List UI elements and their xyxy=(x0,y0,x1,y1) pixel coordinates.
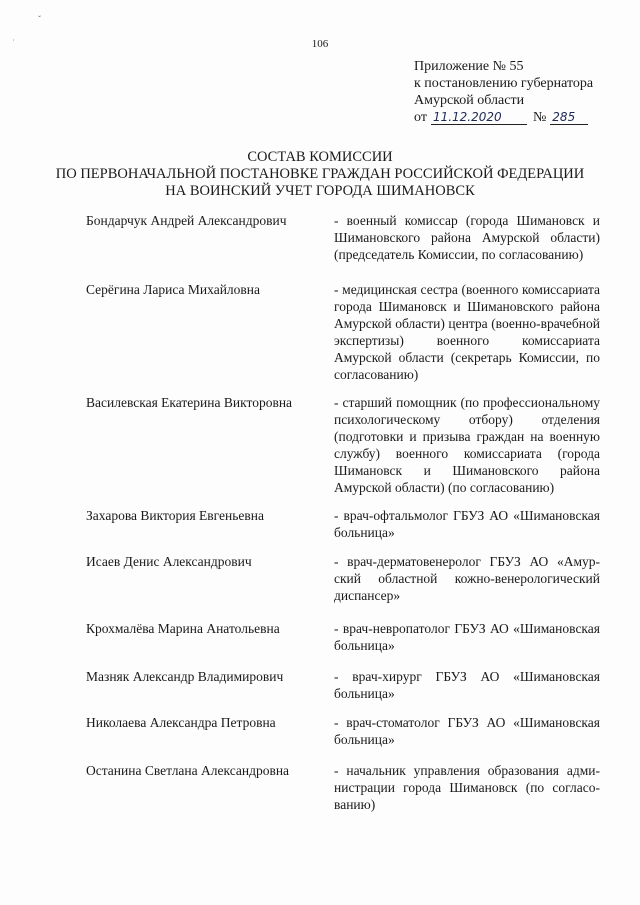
appendix-title: Приложение № 55 xyxy=(414,59,524,74)
member-name: Василевская Екатерина Викторовна xyxy=(86,395,293,410)
member-role: - старший помощник (по профессиональному психологическому отбору) отделения (подготовки и призыва граждан на военную службу) военного комиссариата (города Шимановск и Шимановского района Амурской области) (по согласованию) xyxy=(334,395,600,495)
title-line-2: ПО ПЕРВОНАЧАЛЬНОЙ ПОСТАНОВКЕ ГРАЖДАН РОССИЙСКОЙ ФЕДЕРАЦИИ xyxy=(55,166,585,182)
member-role: - врач-невропатолог ГБУЗ АО «Шимановская больница» xyxy=(334,621,600,653)
member-name: Николаева Александра Петровна xyxy=(86,715,276,730)
member-role: - врач-стоматолог ГБУЗ АО «Шимановская больница» xyxy=(334,715,600,747)
member-name: Останина Светлана Александровна xyxy=(86,763,290,778)
member-name: Мазняк Александр Владимирович xyxy=(86,669,284,684)
member-name: Крохмалёва Марина Анатольевна xyxy=(86,621,280,636)
member-name: Захарова Виктория Евгеньевна xyxy=(86,508,264,523)
member-name: Серёгина Лариса Михайловна xyxy=(86,282,260,297)
member-role: - медицинская сестра (военного комиссариата города Шимановск и Шимановского района Амурской области) центра (военно-врачебной экспертизы) военного комиссариата Амурской области (секретарь Комиссии, по согласованию) xyxy=(334,282,600,382)
title-line-3: НА ВОИНСКИЙ УЧЕТ ГОРОДА ШИМАНОВСК xyxy=(165,183,475,199)
appendix-date-line xyxy=(414,109,593,126)
handwritten-date: 11.12.2020 xyxy=(431,110,527,125)
date-prefix: от xyxy=(414,110,427,125)
member-role: - военный комиссар (города Шимановск и Шимановского района Амурской области) (председатель Комиссии, по согласованию) xyxy=(334,213,600,262)
appendix-block xyxy=(414,58,593,126)
scan-mark: ˇ xyxy=(38,14,41,24)
number-prefix: № xyxy=(532,110,547,125)
document-title xyxy=(0,149,640,200)
member-role: - врач-дерматовенеролог ГБУЗ АО «Амурский областной кожно-венерологический диспансер» xyxy=(334,554,600,603)
member-role: - врач-хирург ГБУЗ АО «Шимановская больница» xyxy=(334,669,600,701)
page-number: 106 xyxy=(311,38,329,50)
member-role: - врач-офтальмолог ГБУЗ АО «Шимановская больница» xyxy=(334,508,600,540)
title-line-1: СОСТАВ КОМИССИИ xyxy=(247,149,393,165)
appendix-reference: к постановлению губернатора xyxy=(414,76,594,91)
scan-mark: ˙ xyxy=(12,38,15,48)
member-name: Исаев Денис Александрович xyxy=(86,554,252,569)
member-role: - начальник управления образования администрации города Шимановск (по согласованию) xyxy=(334,763,600,812)
handwritten-number: 285 xyxy=(550,110,588,125)
member-name: Бондарчук Андрей Александрович xyxy=(86,213,287,228)
appendix-region: Амурской области xyxy=(414,93,525,108)
